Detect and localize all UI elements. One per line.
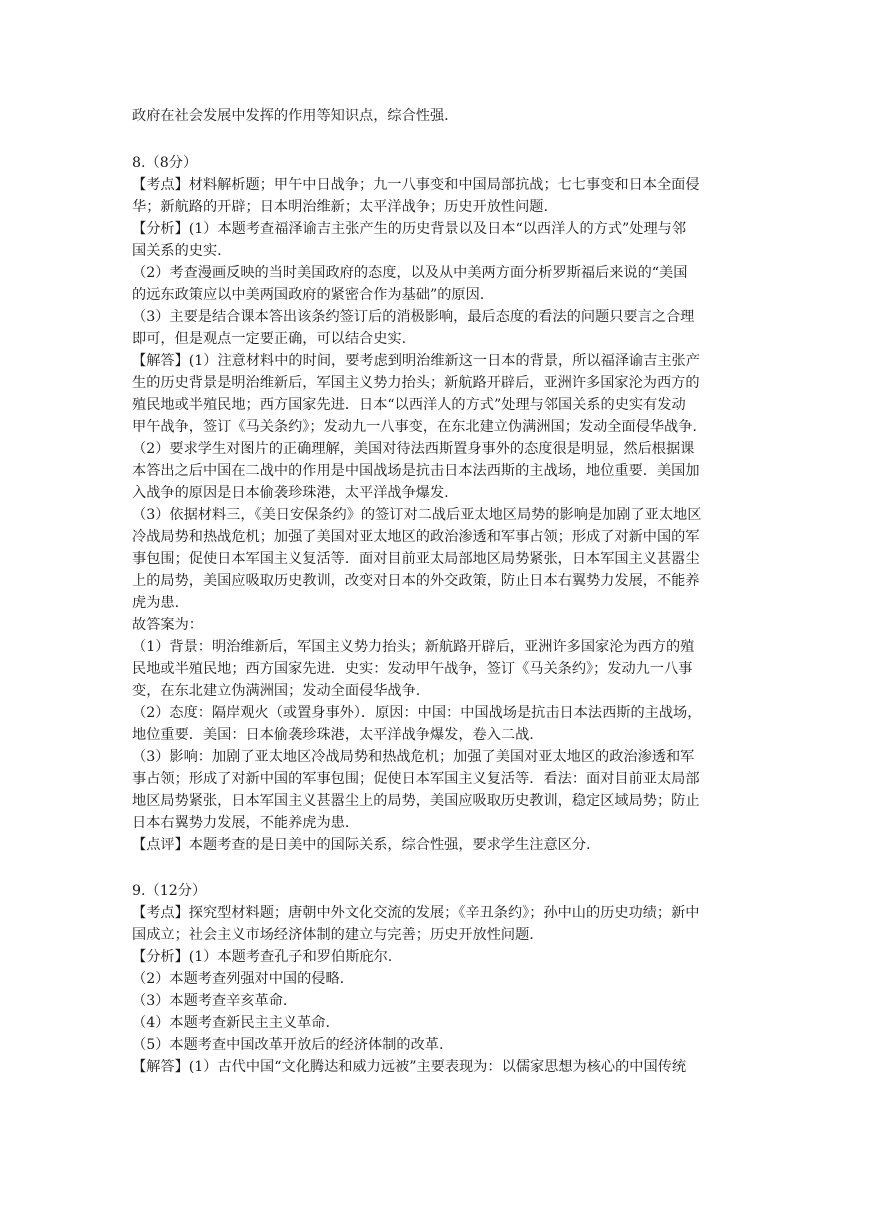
text-line: （3）影响：加剧了亚太地区冷战局势和热战危机；加强了美国对亚太地区的政治渗透和军 <box>132 749 695 765</box>
text-line: （2）态度：隔岸观火（或置身事外）．原因：中国：中国战场是抗击日本法西斯的主战场， <box>132 705 702 721</box>
text-line: 民地或半殖民地；西方国家先进．史实：发动甲午战争，签订《马关条约》；发动九一八事 <box>132 661 693 677</box>
text-line: （3）主要是结合课本答出该条约签订后的消极影响，最后态度的看法的问题只要言之合理 <box>132 309 695 325</box>
text-line: （3）本题考查辛亥革命. <box>132 993 288 1009</box>
text-line: 华；新航路的开辟；日本明治维新；太平洋战争；历史开放性问题. <box>132 199 548 215</box>
text-line: 生的历史背景是明治维新后，军国主义势力抬头；新航路开辟后，亚洲许多国家沦为西方的 <box>132 375 700 391</box>
text-line: 上的局势，美国应吸取历史教训，改变对日本的外交政策，防止日本右翼势力发展，不能养 <box>132 573 700 589</box>
text-line: 日本右翼势力发展，不能养虎为患. <box>132 815 350 831</box>
text-line: （3）依据材料三，《美日安保条约》的签订对二战后亚太地区局势的影响是加剧了亚太地区 <box>132 507 702 523</box>
text-line: 即可，但是观点一定要正确，可以结合史实. <box>132 331 407 347</box>
text-line: 【解答】(1）古代中国“文化腾达和威力远被”主要表现为：以儒家思想为核心的中国传统 <box>132 1059 687 1075</box>
text-line: 政府在社会发展中发挥的作用等知识点，综合性强. <box>132 108 449 124</box>
text-line: 故答案为： <box>132 617 203 633</box>
text-line: 国成立；社会主义市场经济体制的建立与完善；历史开放性问题. <box>132 927 534 943</box>
text-line: （2）考查漫画反映的当时美国政府的态度，以及从中美两方面分析罗斯福后来说的“美国 <box>132 265 688 281</box>
text-line: 虎为患. <box>132 595 180 611</box>
text-line: 【解答】(1）注意材料中的时间，要考虑到明治维新这一日本的背景，所以福泽谕吉主张产 <box>132 353 700 369</box>
text-line: 地位重要．美国：日本偷袭珍珠港，太平洋战争爆发，卷入二战. <box>132 727 534 743</box>
text-line: 【点评】本题考查的是日美中的国际关系，综合性强，要求学生注意区分. <box>132 837 591 853</box>
text-line: 甲午战争，签订《马关条约》；发动九一八事变，在东北建立伪满洲国；发动全面侵华战争. <box>132 419 697 435</box>
question-heading: 9.（12分） <box>132 883 207 899</box>
text-line: 入战争的原因是日本偷袭珍珠港，太平洋战争爆发. <box>132 485 449 501</box>
text-line: 冷战局势和热战危机；加强了美国对亚太地区的政治渗透和军事占领；形成了对新中国的军 <box>132 529 700 545</box>
text-line: 事占领；形成了对新中国的军事包围；促使日本军国主义复活等．看法：面对目前亚太局部 <box>132 771 700 787</box>
text-line: 国关系的史实. <box>132 243 222 259</box>
text-line: （2）本题考查列强对中国的侵略. <box>132 971 345 987</box>
text-line: （1）背景：明治维新后，军国主义势力抬头；新航路开辟后，亚洲许多国家沦为西方的殖 <box>132 639 695 655</box>
text-line: 本答出之后中国在二战中的作用是中国战场是抗击日本法西斯的主战场，地位重要．美国加 <box>132 463 700 479</box>
text-line: 【考点】探究型材料题；唐朝中外文化交流的发展；《辛丑条约》；孙中山的历史功绩；新中 <box>132 905 700 921</box>
text-line: 的远东政策应以中美两国政府的紧密合作为基础”的原因. <box>132 287 485 303</box>
text-line: 殖民地或半殖民地；西方国家先进．日本“以西洋人的方式”处理与邻国关系的史实有发动 <box>132 397 686 413</box>
question-heading: 8.（8分） <box>132 155 198 171</box>
text-line: 变，在东北建立伪满洲国；发动全面侵华战争. <box>132 683 421 699</box>
text-line: （5）本题考查中国改革开放后的经济体制的改革. <box>132 1037 444 1053</box>
text-line: 【分析】(1）本题考查孔子和罗伯斯庇尔. <box>132 949 393 965</box>
text-line: 【考点】材料解析题；甲午中日战争；九一八事变和中国局部抗战；七七事变和日本全面侵 <box>132 177 700 193</box>
text-line: （4）本题考查新民主主义革命. <box>132 1015 330 1031</box>
text-line: （2）要求学生对图片的正确理解，美国对待法西斯置身事外的态度很是明显，然后根据课 <box>132 441 695 457</box>
text-line: 事包围；促使日本军国主义复活等．面对目前亚太局部地区局势紧张，日本军国主义甚嚣尘 <box>132 551 700 567</box>
text-line: 地区局势紧张，日本军国主义甚嚣尘上的局势，美国应吸取历史教训，稳定区域局势；防止 <box>132 793 700 809</box>
text-line: 【分析】(1）本题考查福泽谕吉主张产生的历史背景以及日本“以西洋人的方式”处理与邻 <box>132 221 687 237</box>
